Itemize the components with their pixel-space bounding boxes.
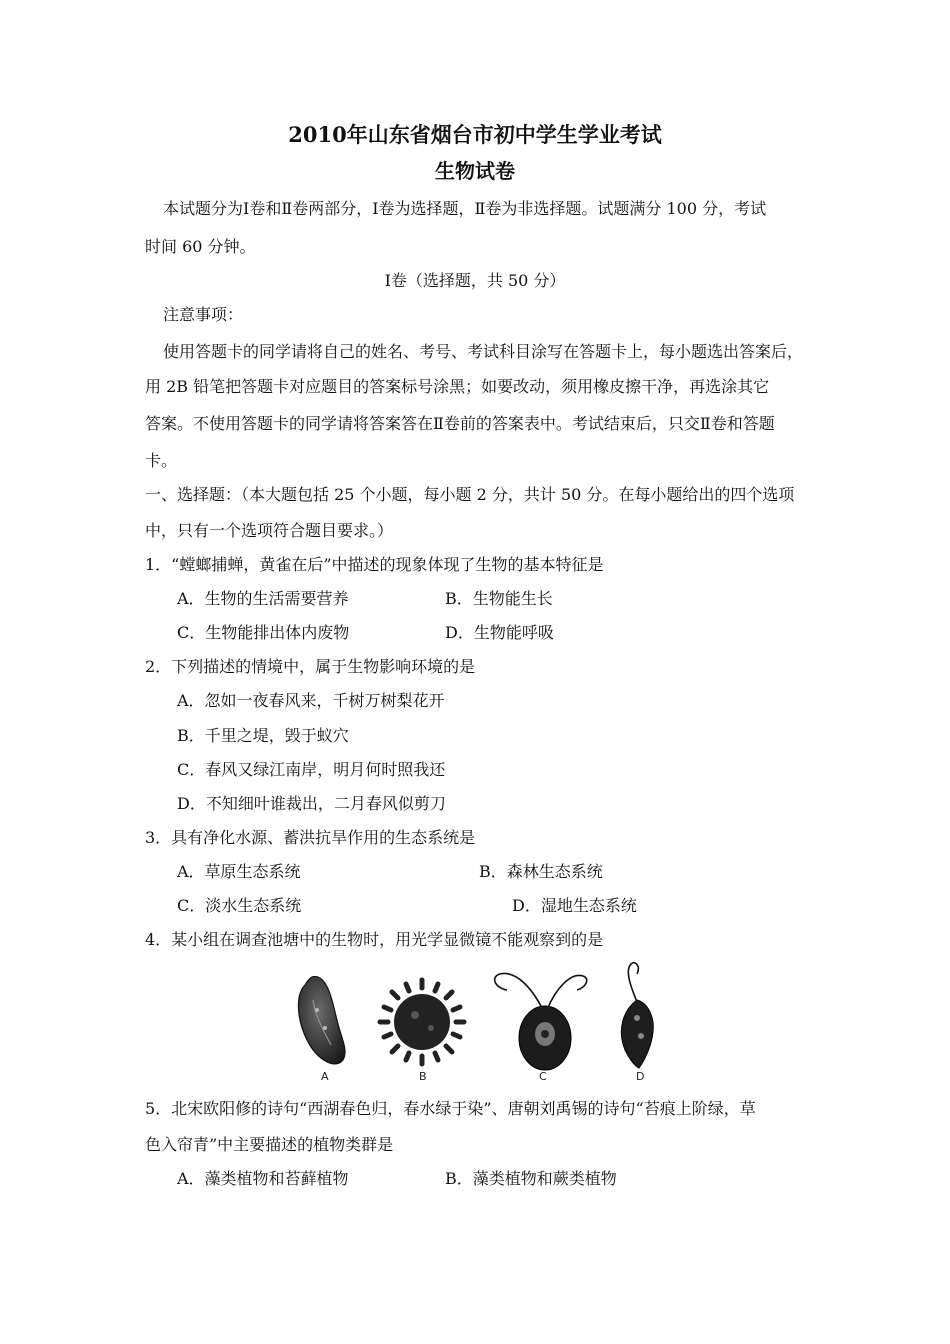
question-3-option-a: A．草原生态系统 — [177, 862, 301, 881]
figure-label-c: C — [539, 1070, 547, 1083]
question-3-stem: 3．具有净化水源、蓄洪抗旱作用的生态系统是 — [145, 828, 476, 847]
question-2-option-c: C．春风又绿江南岸，明月何时照我还 — [177, 760, 446, 779]
question-2-option-d: D．不知细叶谁裁出，二月春风似剪刀 — [177, 794, 446, 813]
notice-text: 用 2B 铅笔把答题卡对应题目的答案标号涂黑；如要改动，须用橡皮擦干净，再选涂其它 — [145, 377, 770, 396]
figure-label-a: A — [321, 1070, 329, 1083]
question-1-option-b: B．生物能生长 — [445, 589, 553, 608]
question-3-option-c: C．淡水生态系统 — [177, 896, 302, 915]
section-heading: 一、选择题：（本大题包括 25 个小题，每小题 2 分，共计 50 分。在每小题给出的四个选项 — [145, 485, 795, 504]
organism-a-illustration — [298, 976, 345, 1064]
microorganism-illustrations — [285, 960, 675, 1085]
exam-title: 2010年山东省烟台市初中学生学业考试 — [288, 122, 662, 147]
question-5-stem: 5．北宋欧阳修的诗句“西湖春色归，春水绿于染”、唐朝刘禹锡的诗句“苔痕上阶绿，草 — [145, 1099, 756, 1118]
question-1-option-c: C．生物能排出体内废物 — [177, 623, 350, 642]
question-4-stem: 4．某小组在调查池塘中的生物时，用光学显微镜不能观察到的是 — [145, 930, 604, 949]
microorganism-figure — [285, 960, 675, 1085]
notice-text: 使用答题卡的同学请将自己的姓名、考号、考试科目涂写在答题卡上，每小题选出答案后， — [163, 342, 804, 361]
question-1-option-a: A．生物的生活需要营养 — [177, 589, 349, 608]
question-2-option-b: B．千里之堤，毁于蚁穴 — [177, 726, 349, 745]
organism-c-illustration — [495, 973, 587, 1070]
question-1-stem: 1．“螳螂捕蝉，黄雀在后”中描述的现象体现了生物的基本特征是 — [145, 555, 604, 574]
question-3-option-b: B．森林生态系统 — [479, 862, 603, 881]
question-2-option-a: A．忽如一夜春风来，千树万树梨花开 — [177, 691, 445, 710]
notice-text: 答案。不使用答题卡的同学请将答案答在Ⅱ卷前的答案表中。考试结束后，只交Ⅱ卷和答题 — [145, 414, 775, 433]
question-5-stem: 色入帘青”中主要描述的植物类群是 — [145, 1135, 394, 1154]
exam-subtitle: 生物试卷 — [435, 159, 515, 183]
question-2-stem: 2．下列描述的情境中，属于生物影响环境的是 — [145, 657, 476, 676]
organism-d-illustration — [621, 963, 653, 1068]
intro-text: 时间 60 分钟。 — [145, 237, 256, 256]
question-5-option-a: A．藻类植物和苔藓植物 — [177, 1169, 349, 1188]
figure-label-b: B — [419, 1070, 427, 1083]
notice-heading: 注意事项： — [163, 305, 244, 324]
organism-b-illustration — [380, 980, 464, 1064]
question-5-option-b: B．藻类植物和蕨类植物 — [445, 1169, 617, 1188]
section-heading: 中，只有一个选项符合题目要求。） — [145, 521, 394, 540]
intro-text: 本试题分为Ⅰ卷和Ⅱ卷两部分，Ⅰ卷为选择题，Ⅱ卷为非选择题。试题满分 100 分，考试 — [163, 199, 767, 218]
question-1-option-d: D．生物能呼吸 — [445, 623, 554, 642]
notice-text: 卡。 — [145, 451, 178, 470]
figure-label-d: D — [636, 1070, 645, 1083]
question-3-option-d: D．湿地生态系统 — [512, 896, 637, 915]
part-heading: Ⅰ卷（选择题，共 50 分） — [384, 271, 566, 290]
